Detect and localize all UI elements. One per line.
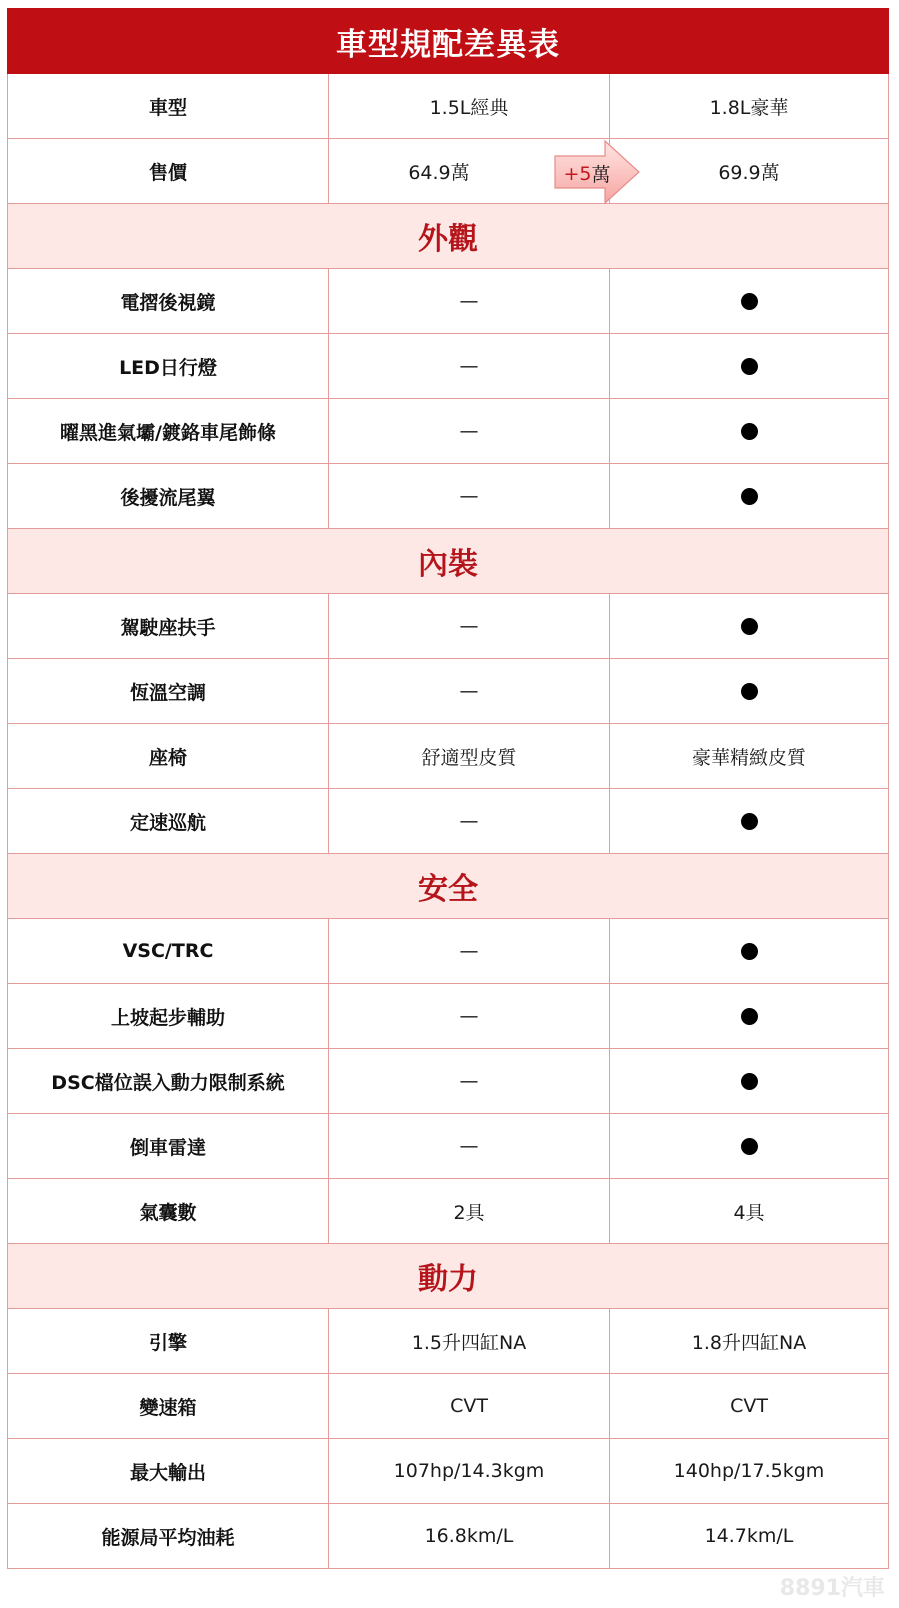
price-label: 售價: [148, 161, 187, 184]
equipped-dot-icon: [741, 293, 758, 310]
price-col1-value: 64.9萬: [408, 161, 470, 184]
table-row: [8, 659, 888, 724]
equipped-dot-cell: [609, 984, 888, 1048]
row-label: 電摺後視鏡: [120, 291, 216, 314]
not-equipped-dash: —: [328, 984, 609, 1048]
spec-comparison-table: [7, 8, 889, 1569]
table-body: [7, 74, 889, 1569]
equipped-dot-icon: [741, 1073, 758, 1090]
table-row: [8, 919, 888, 984]
equipped-dot-icon: [741, 488, 758, 505]
price-diff-amount: +5: [563, 162, 592, 185]
table-title: 車型規配差異表: [7, 8, 889, 74]
table-row: [8, 269, 888, 334]
equipped-dot-cell: [609, 269, 888, 333]
table-row: [8, 1179, 888, 1244]
not-equipped-dash: —: [328, 594, 609, 658]
watermark: 8891汽車: [779, 1576, 885, 1601]
equipped-dot-cell: [609, 919, 888, 983]
equipped-dot-icon: [741, 423, 758, 440]
not-equipped-dash: —: [328, 269, 609, 333]
price-diff-unit: 萬: [591, 164, 611, 186]
equipped-dot-cell: [609, 659, 888, 723]
equipped-dot-icon: [741, 813, 758, 830]
row-label: 曜黑進氣壩/鍍鉻車尾飾條: [60, 421, 276, 444]
equipped-dot-cell: [609, 464, 888, 528]
row-value-col2: CVT: [609, 1374, 888, 1438]
section-header: 外觀: [8, 204, 888, 269]
not-equipped-dash: —: [328, 1114, 609, 1178]
row-label: LED日行燈: [119, 356, 217, 379]
row-value-col2: 豪華精緻皮質: [609, 724, 888, 788]
section-header: 內裝: [8, 529, 888, 594]
equipped-dot-cell: [609, 1114, 888, 1178]
table-row: [8, 594, 888, 659]
not-equipped-dash: —: [328, 1049, 609, 1113]
not-equipped-dash: —: [328, 464, 609, 528]
row-label: 定速巡航: [129, 811, 206, 834]
row-label: 駕駛座扶手: [120, 616, 216, 639]
model-header-row: [8, 74, 888, 139]
table-row: [8, 724, 888, 789]
table-row: [8, 984, 888, 1049]
row-label: 恆溫空調: [129, 681, 206, 704]
row-value-col1: 舒適型皮質: [328, 724, 609, 788]
price-diff-label: [557, 160, 617, 187]
price-col2: 69.9萬: [609, 139, 888, 203]
row-label: 引擎: [148, 1331, 187, 1354]
price-row: [8, 139, 888, 204]
table-row: [8, 1114, 888, 1179]
row-label: 上坡起步輔助: [110, 1006, 225, 1029]
equipped-dot-cell: [609, 1049, 888, 1113]
table-row: [8, 1504, 888, 1569]
model-col2: 1.8L豪華: [609, 74, 888, 138]
equipped-dot-icon: [741, 943, 758, 960]
table-row: [8, 464, 888, 529]
row-value-col1: 2具: [328, 1179, 609, 1243]
row-value-col2: 1.8升四缸NA: [609, 1309, 888, 1373]
equipped-dot-icon: [741, 618, 758, 635]
table-row: [8, 1049, 888, 1114]
row-label: 氣囊數: [139, 1201, 197, 1224]
row-label: VSC/TRC: [122, 940, 214, 962]
table-row: [8, 1309, 888, 1374]
row-value-col1: 16.8km/L: [328, 1504, 609, 1568]
row-value-col1: CVT: [328, 1374, 609, 1438]
not-equipped-dash: —: [328, 659, 609, 723]
row-label: 座椅: [148, 746, 187, 769]
table-row: [8, 789, 888, 854]
not-equipped-dash: —: [328, 919, 609, 983]
row-value-col1: 107hp/14.3kgm: [328, 1439, 609, 1503]
row-label: 最大輸出: [129, 1461, 206, 1484]
row-value-col2: 14.7km/L: [609, 1504, 888, 1568]
table-row: [8, 1439, 888, 1504]
row-value-col2: 140hp/17.5kgm: [609, 1439, 888, 1503]
row-label: 變速箱: [139, 1396, 197, 1419]
not-equipped-dash: —: [328, 789, 609, 853]
table-row: [8, 399, 888, 464]
table-row: [8, 334, 888, 399]
section-header: 安全: [8, 854, 888, 919]
equipped-dot-cell: [609, 594, 888, 658]
model-label: 車型: [148, 96, 187, 119]
row-label: 能源局平均油耗: [101, 1526, 235, 1549]
equipped-dot-icon: [741, 683, 758, 700]
not-equipped-dash: —: [328, 334, 609, 398]
row-label: DSC檔位誤入動力限制系統: [51, 1071, 285, 1094]
not-equipped-dash: —: [328, 399, 609, 463]
equipped-dot-cell: [609, 789, 888, 853]
row-label: 後擾流尾翼: [120, 486, 216, 509]
section-header: 動力: [8, 1244, 888, 1309]
row-value-col2: 4具: [609, 1179, 888, 1243]
row-label: 倒車雷達: [129, 1136, 206, 1159]
table-row: [8, 1374, 888, 1439]
equipped-dot-cell: [609, 399, 888, 463]
equipped-dot-icon: [741, 1008, 758, 1025]
equipped-dot-icon: [741, 358, 758, 375]
equipped-dot-cell: [609, 334, 888, 398]
row-value-col1: 1.5升四缸NA: [328, 1309, 609, 1373]
model-col1: 1.5L經典: [328, 74, 609, 138]
equipped-dot-icon: [741, 1138, 758, 1155]
